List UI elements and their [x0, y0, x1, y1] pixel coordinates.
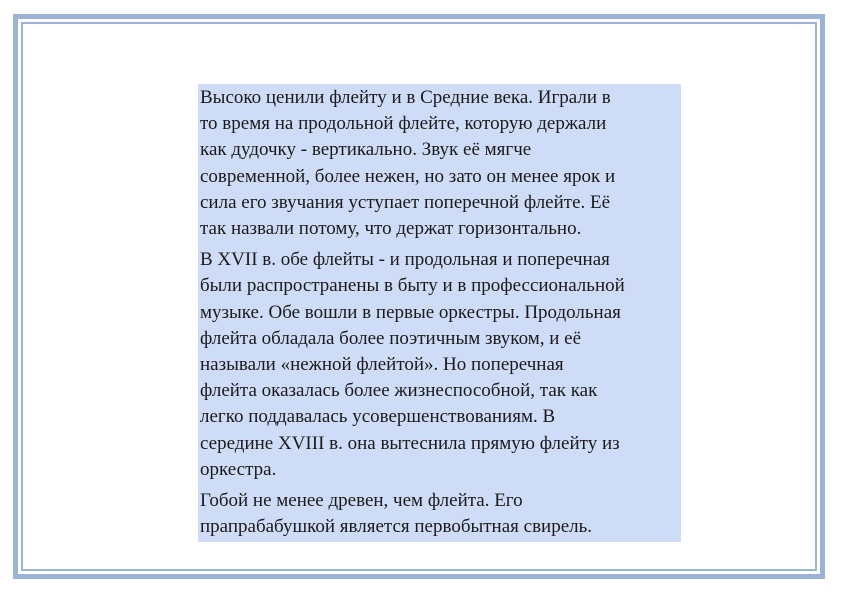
- text-line: современной, более нежен, но зато он менее ярок и: [200, 165, 616, 187]
- text-line: оркестра.: [200, 458, 277, 480]
- text-line: то время на продольной флейте, которую держали: [200, 113, 607, 135]
- text-line: были распространены в быту и в профессиональной: [200, 275, 625, 297]
- paragraph-2: [200, 247, 680, 483]
- text-line: музыке. Обе вошли в первые оркестры. Продольная: [200, 301, 621, 323]
- text-line: легко поддавалась усовершенствованиям. В: [200, 406, 556, 428]
- text-line: флейта оказалась более жизнеспособной, так как: [200, 380, 598, 402]
- text-line: сила его звучания уступает поперечной флейте. Её: [200, 191, 611, 213]
- paragraph-1: [200, 85, 680, 242]
- text-line: Высоко ценили флейту и в Средние века. Играли в: [200, 87, 611, 108]
- text-line: середине XVIII в. она вытеснила прямую флейту из: [200, 432, 620, 454]
- paragraph-3: [200, 488, 680, 540]
- text-line: прапрабабушкой является первобытная свирель.: [200, 516, 593, 538]
- text-block[interactable]: [198, 84, 681, 542]
- text-line: так назвали потому, что держат горизонтально.: [200, 218, 582, 240]
- text-line: называли «нежной флейтой». Но поперечная: [200, 354, 564, 376]
- text-line: флейта обладала более поэтичным звуком, и её: [200, 327, 582, 349]
- text-line: Гобой не менее древен, чем флейта. Его: [200, 490, 523, 512]
- text-line: как дудочку - вертикально. Звук её мягче: [200, 139, 532, 161]
- text-line: В XVII в. обе флейты - и продольная и поперечная: [200, 249, 610, 271]
